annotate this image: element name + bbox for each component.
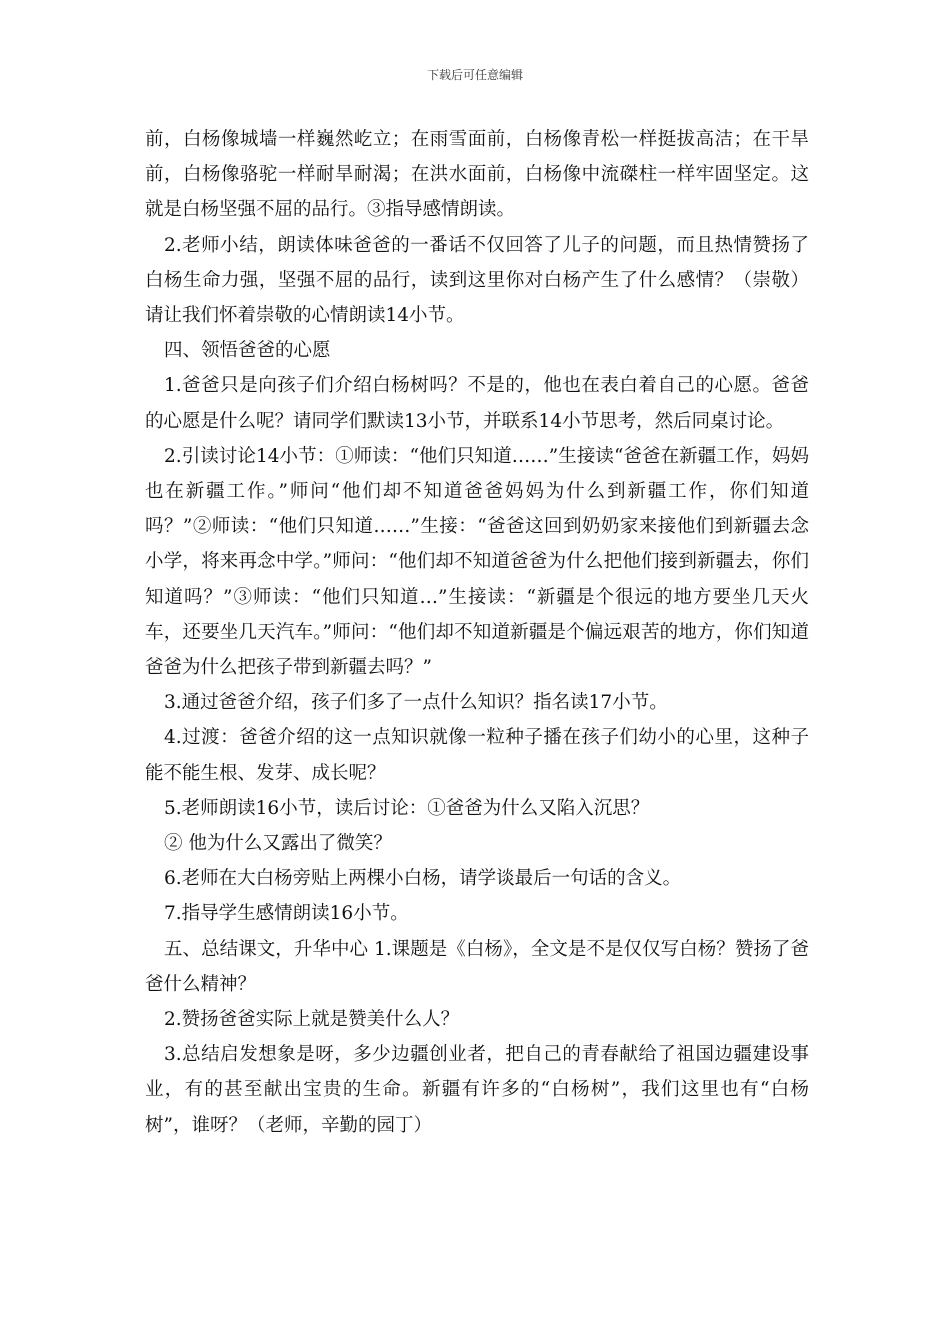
paragraph: ② 他为什么又露出了微笑？ <box>164 833 392 855</box>
paragraph: 6.老师在大白杨旁贴上两棵小白杨，请学谈最后一句话的含义。 <box>164 868 682 890</box>
paragraph: 1.爸爸只是向孩子们介绍白杨树吗？不是的，他也在表白着自己的心愿。爸爸的心愿是什么呢？请同学们默读13小节，并联系14小节思考，然后同桌讨论。 <box>145 375 809 432</box>
paragraph: 2.引读讨论14小节：①师读：“他们只知道……”生接读“爸爸在新疆工作，妈妈也在新疆工作。”师问“他们却不知道爸爸妈妈为什么到新疆工作，你们知道吗？”②师读：“他们只知道……”生接：“爸爸这回到奶奶家来接他们到新疆去念小学，将来再念中学。”师问：“他们却不知道爸爸为什么把他们接到新疆去，你们知道吗？”③师读：“他们只知道…”生接读：“新疆是个很远的地方要坐几天火车，还要坐几天汽车。”师问：“他们却不知道新疆是个偏远艰苦的地方，你们知道爸爸为什么把孩子带到新疆去吗？” <box>145 445 809 679</box>
section-heading: 四、领悟爸爸的心愿 <box>164 340 331 362</box>
section-heading: 五、总结课文，升华中心 1.课题是《白杨》，全文是不是仅仅写白杨？赞扬了爸爸什么精神？ <box>145 938 809 995</box>
paragraph: 7.指导学生感情朗读16小节。 <box>164 903 409 925</box>
paragraph: 4.过渡：爸爸介绍的这一点知识就像一粒种子播在孩子们幼小的心里，这种子能不能生根、发芽、成长呢？ <box>145 727 809 784</box>
paragraph: 2.赞扬爸爸实际上就是赞美什么人？ <box>164 1009 460 1031</box>
paragraph: 5.老师朗读16小节，读后讨论：①爸爸为什么又陷入沉思？ <box>164 797 650 819</box>
paragraph: 前，白杨像城墙一样巍然屹立；在雨雪面前，白杨像青松一样挺拔高洁；在干旱前，白杨像骆驼一样耐旱耐渴；在洪水面前，白杨像中流磔柱一样牢固坚定。这就是白杨坚强不屈的品行。③指导感情朗读。 <box>145 129 809 221</box>
page-header: 下载后可任意编辑 <box>426 68 523 82</box>
paragraph: 3.通过爸爸介绍，孩子们多了一点什么知识？指名读17小节。 <box>164 692 668 714</box>
document-body <box>145 122 809 1143</box>
paragraph: 2.老师小结，朗读体味爸爸的一番话不仅回答了儿子的问题，而且热情赞扬了白杨生命力强，坚强不屈的品行，读到这里你对白杨产生了什么感情？（崇敬）请让我们怀着崇敬的心情朗读14小节。 <box>145 234 809 327</box>
paragraph: 3.总结启发想象是呀，多少边疆创业者，把自己的青春献给了祖国边疆建设事业，有的甚至献出宝贵的生命。新疆有许多的“白杨树”，我们这里也有“白杨树”，谁呀？（老师，辛勤的园丁） <box>145 1044 809 1136</box>
